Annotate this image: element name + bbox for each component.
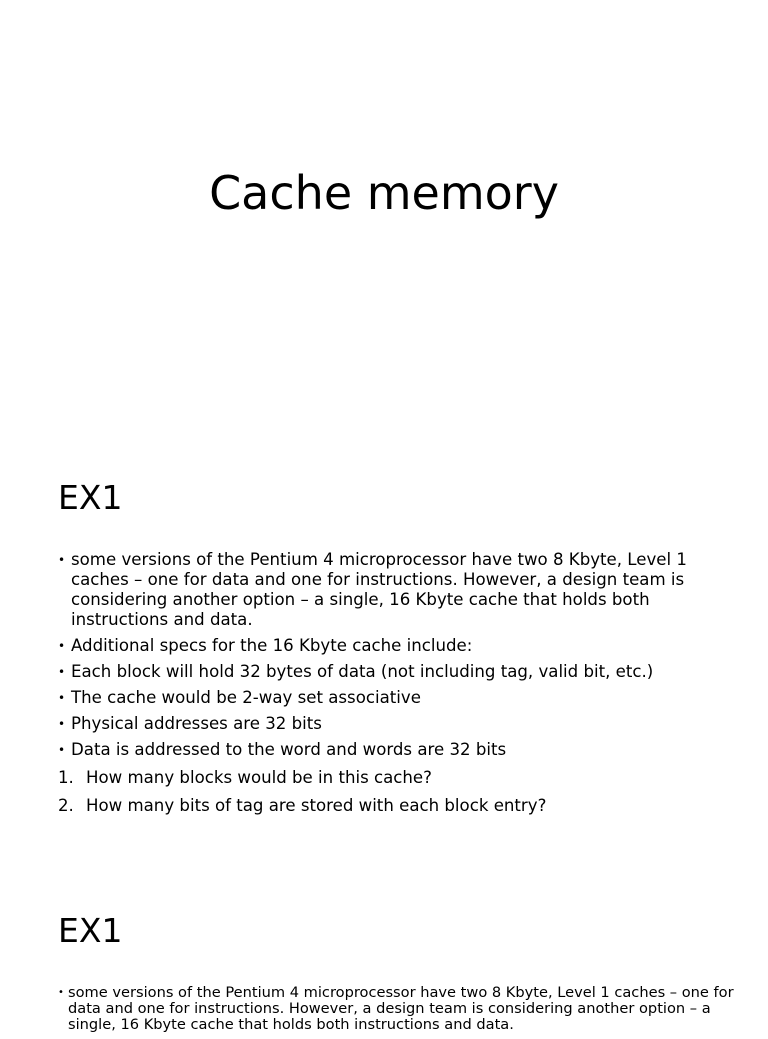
slide-ex1: [0, 432, 768, 864]
slide-ex1-repeat: [0, 864, 768, 1033]
question-item: [58, 796, 738, 816]
bullet-item: • Additional specs for the 16 Kbyte cache include:: [58, 636, 738, 656]
slide-title-heading: Cache memory: [209, 166, 559, 220]
slide-heading: EX1: [58, 478, 123, 517]
question-number: 1.: [58, 768, 74, 787]
question-item: [58, 768, 738, 788]
slide-content-list: [58, 985, 748, 1039]
bullet-item: • some versions of the Pentium 4 microprocessor have two 8 Kbyte, Level 1 caches – one for data and one for instructions. However, a design team is considering another option – a single, 16 Kbyte cache that holds both instructions and data.: [58, 550, 738, 630]
bullet-item: • The cache would be 2-way set associative: [58, 688, 738, 708]
bullet-item: • Each block will hold 32 bytes of data (not including tag, valid bit, etc.): [58, 662, 738, 682]
bullet-item: • some versions of the Pentium 4 microprocessor have two 8 Kbyte, Level 1 caches – one for data and one for instructions. However, a design team is considering another option – a single, 16 Kbyte cache that holds both instructions and data.: [58, 985, 748, 1033]
slide-content-list: [58, 550, 738, 822]
bullet-item: • Data is addressed to the word and words are 32 bits: [58, 740, 738, 760]
slide-heading: EX1: [58, 911, 123, 950]
question-text: How many bits of tag are stored with each block entry?: [86, 796, 547, 815]
bullet-item: • Physical addresses are 32 bits: [58, 714, 738, 734]
slide-title: [0, 0, 768, 432]
question-text: How many blocks would be in this cache?: [86, 768, 432, 787]
question-number: 2.: [58, 796, 74, 815]
